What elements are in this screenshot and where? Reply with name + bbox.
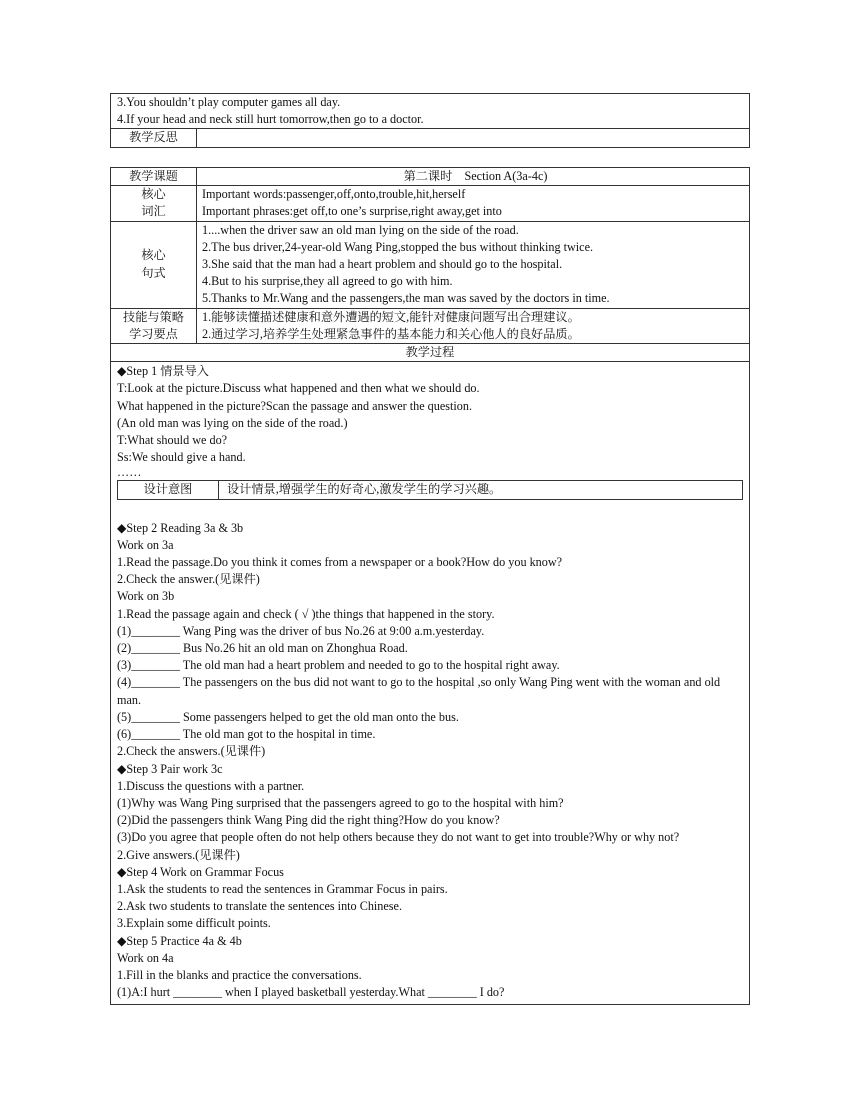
reflection-label: 教学反思	[111, 129, 197, 146]
process-line: (2)Did the passengers think Wang Ping did the right thing?How do you know?	[117, 813, 500, 828]
design-intent-box	[117, 480, 743, 499]
process-title: 教学过程	[111, 343, 749, 361]
step5-heading: ◆Step 5 Practice 4a & 4b	[117, 933, 242, 948]
sentence-line: 5.Thanks to Mr.Wang and the passengers,the man was saved by the doctors in time.	[202, 291, 610, 306]
process-line: Work on 3b	[117, 589, 175, 604]
text-line: 4.If your head and neck still hurt tomorrow,then go to a doctor.	[117, 112, 424, 127]
sentences-label-1: 核心	[141, 248, 166, 263]
skills-line: 1.能够读懂描述健康和意外遭遇的短文,能针对健康问题写出合理建议。	[202, 309, 580, 324]
vocab-line: Important words:passenger,off,onto,trouble,hit,herself	[202, 187, 466, 202]
process-line: Ss:We should give a hand.	[117, 450, 246, 465]
process-line: T:What should we do?	[117, 433, 228, 448]
reflection-row	[111, 128, 749, 146]
skills-line: 2.通过学习,培养学生处理紧急事件的基本能力和关心他人的良好品质。	[202, 326, 580, 341]
process-line: Work on 3a	[117, 537, 174, 552]
process-line: ……	[117, 465, 142, 480]
process-line: (3)________ The old man had a heart problem and needed to go to the hospital right away.	[117, 658, 560, 673]
sentences-row	[111, 221, 749, 308]
lesson-table	[110, 167, 750, 1005]
process-line: 1.Read the passage again and check ( √ )the things that happened in the story.	[117, 606, 495, 621]
process-line: T:Look at the picture.Discuss what happened and then what we should do.	[117, 381, 480, 396]
skills-row	[111, 308, 749, 343]
process-line: 2.Check the answers.(见课件)	[117, 744, 266, 759]
process-section	[111, 361, 749, 1004]
text-line: 3.You shouldn’t play computer games all day.	[117, 95, 341, 109]
process-line: 1.Discuss the questions with a partner.	[117, 778, 305, 793]
design-intent-label: 设计意图	[118, 481, 219, 498]
sentence-line: 4.But to his surprise,they all agreed to go with him.	[202, 274, 453, 289]
process-line: (3)Do you agree that people often do not help others because they do not want to get into trouble?Why or why not?	[117, 830, 680, 845]
topic-row	[111, 168, 749, 185]
vocab-label-1: 核心	[141, 187, 166, 202]
sentence-line: 1....when the driver saw an old man lying on the side of the road.	[202, 222, 519, 237]
sentences-label-2: 句式	[141, 265, 166, 280]
process-line: Work on 4a	[117, 950, 174, 965]
skills-label-1: 技能与策略	[123, 309, 184, 324]
reflection-value	[197, 129, 749, 146]
design-intent-value: 设计情景,增强学生的好奇心,激发学生的学习兴趣。	[227, 482, 502, 497]
process-line: (1)________ Wang Ping was the driver of bus No.26 at 9:00 a.m.yesterday.	[117, 623, 485, 638]
vocab-label-2: 词汇	[141, 204, 166, 219]
top-table	[110, 93, 750, 148]
step4-heading: ◆Step 4 Work on Grammar Focus	[117, 864, 284, 879]
process-line: 1.Read the passage.Do you think it comes from a newspaper or a book?How do you know?	[117, 555, 563, 570]
process-line: (6)________ The old man got to the hospital in time.	[117, 727, 376, 742]
topic-value: 第二课时 Section A(3a-4c)	[403, 169, 548, 183]
step2-heading: ◆Step 2 Reading 3a & 3b	[117, 520, 244, 535]
top-table-content-row	[111, 94, 749, 128]
process-line: (5)________ Some passengers helped to get the old man onto the bus.	[117, 709, 459, 724]
vocab-row	[111, 185, 749, 220]
topic-label: 教学课题	[111, 168, 197, 185]
process-line: What happened in the picture?Scan the passage and answer the question.	[117, 398, 473, 413]
step3-heading: ◆Step 3 Pair work 3c	[117, 761, 223, 776]
sentence-line: 2.The bus driver,24-year-old Wang Ping,stopped the bus without thinking twice.	[202, 239, 594, 254]
process-line: 2.Give answers.(见课件)	[117, 847, 240, 862]
process-line: (4)________ The passengers on the bus did not want to go to the hospital ,so only Wang Ping went with the woman and old man.	[117, 675, 721, 707]
sentence-line: 3.She said that the man had a heart problem and should go to the hospital.	[202, 257, 563, 272]
process-line: 1.Ask the students to read the sentences in Grammar Focus in pairs.	[117, 881, 448, 896]
process-line: (1)Why was Wang Ping surprised that the passengers agreed to go to the hospital with him?	[117, 795, 564, 810]
skills-label-2: 学习要点	[129, 326, 178, 341]
process-line: 3.Explain some difficult points.	[117, 916, 271, 931]
process-line: (2)________ Bus No.26 hit an old man on Zhonghua Road.	[117, 641, 408, 656]
vocab-line: Important phrases:get off,to one’s surprise,right away,get into	[202, 204, 502, 219]
process-line: 2.Check the answer.(见课件)	[117, 572, 260, 587]
process-line: 1.Fill in the blanks and practice the conversations.	[117, 967, 362, 982]
step1-heading: ◆Step 1 情景导入	[117, 364, 209, 379]
process-line: 2.Ask two students to translate the sentences into Chinese.	[117, 899, 403, 914]
process-line: (An old man was lying on the side of the road.)	[117, 415, 348, 430]
process-line: (1)A:I hurt ________ when I played basketball yesterday.What ________ I do?	[117, 985, 505, 1000]
